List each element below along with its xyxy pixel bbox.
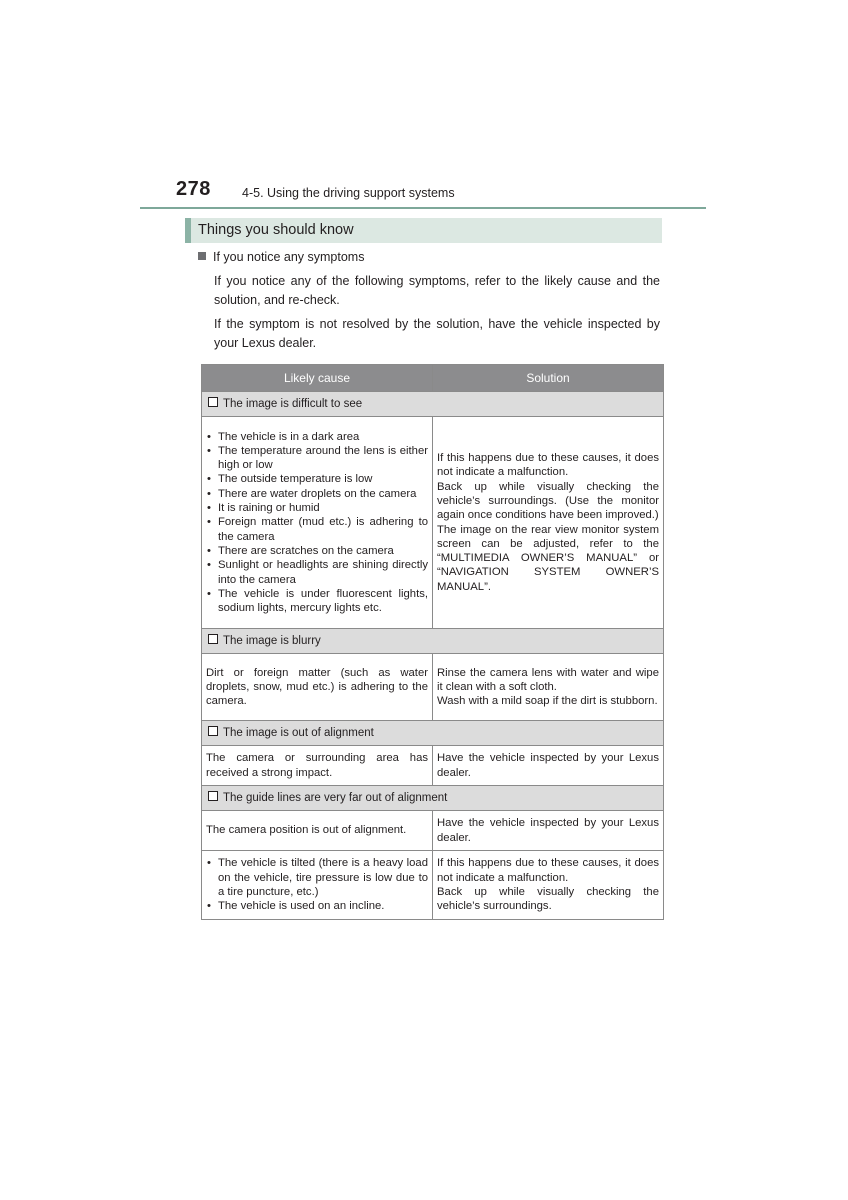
cause-cell xyxy=(202,417,433,629)
cause-item: • The temperature around the lens is either high or low xyxy=(218,444,428,473)
category-title: The image is difficult to see xyxy=(223,397,363,410)
solution-text: The image on the rear view monitor system screen can be adjusted, refer to the “MULTIMEDIA OWNER’S MANUAL” or “NAVIGATION SYSTEM OWNER’S MANUAL”. xyxy=(437,523,659,593)
cause-cell: Dirt or foreign matter (such as water droplets, snow, mud etc.) is adhering to the camera. xyxy=(202,654,433,721)
cause-cell xyxy=(202,851,433,920)
cause-item: • The vehicle is under fluorescent lights, sodium lights, mercury lights etc. xyxy=(218,587,428,616)
solution-text: Rinse the camera lens with water and wipe it clean with a soft cloth. xyxy=(437,666,659,693)
symptom-table xyxy=(201,364,664,920)
solution-text: Have the vehicle inspected by your Lexus dealer. xyxy=(437,752,659,779)
category-title: The image is out of alignment xyxy=(223,726,374,739)
cause-list xyxy=(206,856,428,913)
cause-cell: The camera position is out of alignment. xyxy=(202,811,433,851)
solution-cell xyxy=(433,746,664,786)
cause-item: • The outside temperature is low xyxy=(218,472,428,486)
category-cell xyxy=(202,786,664,811)
checkbox-icon xyxy=(208,791,218,801)
cause-item: • Foreign matter (mud etc.) is adhering to the camera xyxy=(218,515,428,544)
section-title: 4-5. Using the driving support systems xyxy=(242,186,455,200)
symptoms-heading-text: If you notice any symptoms xyxy=(213,250,365,264)
table-header-row xyxy=(202,365,664,392)
cause-item: • There are water droplets on the camera xyxy=(218,487,428,501)
solution-text: If this happens due to these causes, it does not indicate a malfunction. xyxy=(437,452,659,479)
intro-paragraph: If you notice any of the following symptoms, refer to the likely cause and the solution, and re-check. xyxy=(214,274,660,307)
table-row xyxy=(202,417,664,629)
category-row xyxy=(202,629,664,654)
checkbox-icon xyxy=(208,726,218,736)
cause-item: • It is raining or humid xyxy=(218,501,428,515)
solution-text: Have the vehicle inspected by your Lexus dealer. xyxy=(437,817,659,844)
solution-cell xyxy=(433,417,664,629)
solution-text: Wash with a mild soap if the dirt is stubborn. xyxy=(437,695,658,708)
cause-list xyxy=(206,430,428,616)
category-row xyxy=(202,786,664,811)
cause-item: • The vehicle is tilted (there is a heavy load on the vehicle, tire pressure is low due to a tire puncture, etc.) xyxy=(218,856,428,899)
column-header-solution: Solution xyxy=(433,365,664,392)
table-row xyxy=(202,654,664,721)
category-cell xyxy=(202,721,664,746)
category-cell xyxy=(202,392,664,417)
solution-text: If this happens due to these causes, it does not indicate a malfunction. xyxy=(437,857,659,884)
category-row xyxy=(202,392,664,417)
solution-text: Back up while visually checking the vehicle’s surroundings. xyxy=(437,886,659,913)
category-cell xyxy=(202,629,664,654)
table-row xyxy=(202,851,664,920)
solution-cell xyxy=(433,811,664,851)
table-row xyxy=(202,811,664,851)
page-number: 278 xyxy=(176,178,211,200)
cause-item: • The vehicle is used on an incline. xyxy=(218,899,428,913)
category-title: The guide lines are very far out of alignment xyxy=(223,791,448,804)
column-header-cause: Likely cause xyxy=(202,365,433,392)
symptoms-heading xyxy=(198,250,364,264)
cause-item: • The vehicle is in a dark area xyxy=(218,430,428,444)
checkbox-icon xyxy=(208,634,218,644)
header-rule xyxy=(140,207,706,209)
category-title: The image is blurry xyxy=(223,634,321,647)
square-bullet-icon xyxy=(198,252,206,260)
checkbox-icon xyxy=(208,397,218,407)
solution-cell xyxy=(433,851,664,920)
table-row xyxy=(202,746,664,786)
subhead-banner xyxy=(185,218,662,243)
category-row xyxy=(202,721,664,746)
cause-item: • There are scratches on the camera xyxy=(218,544,428,558)
cause-cell: The camera or surrounding area has received a strong impact. xyxy=(202,746,433,786)
solution-cell xyxy=(433,654,664,721)
solution-text: Back up while visually checking the vehicle’s surroundings. (Use the monitor again once conditions have been improved.) xyxy=(437,480,659,522)
subhead-title: Things you should know xyxy=(198,222,354,238)
cause-item: • Sunlight or headlights are shining directly into the camera xyxy=(218,558,428,587)
dealer-paragraph: If the symptom is not resolved by the solution, have the vehicle inspected by your Lexus dealer. xyxy=(214,317,660,350)
